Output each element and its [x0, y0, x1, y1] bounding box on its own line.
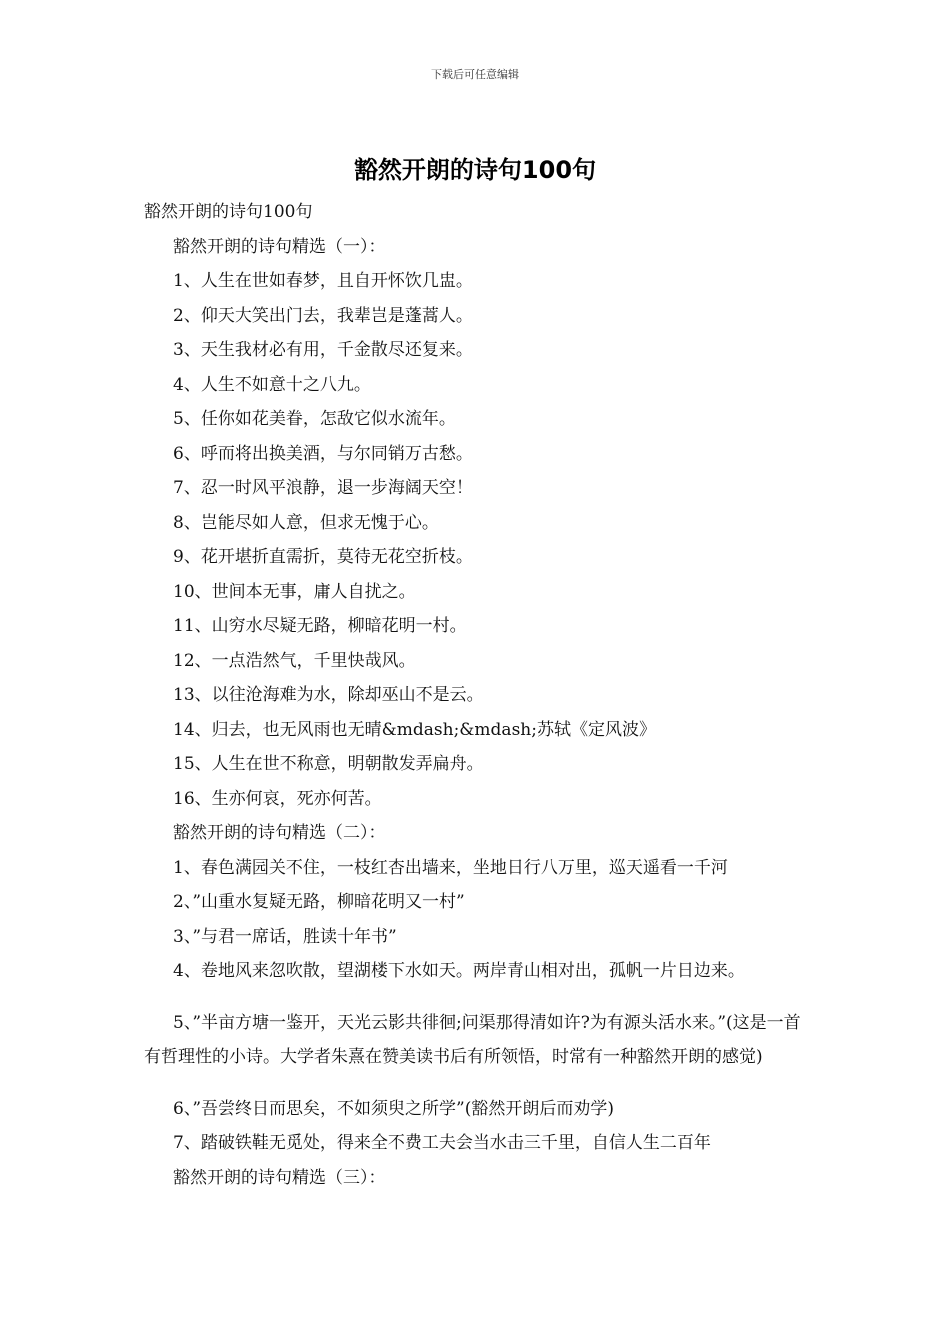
poem-line: 11、山穷水尽疑无路，柳暗花明一村。 [173, 616, 467, 636]
poem-line: 4、人生不如意十之八九。 [173, 374, 371, 395]
poem-line: 13、以往沧海难为水，除却巫山不是云。 [173, 685, 484, 705]
poem-line: 6、”吾尝终日而思矣，不如须臾之所学”(豁然开朗后而劝学) [173, 1098, 614, 1119]
poem-line: 8、岂能尽如人意，但求无愧于心。 [173, 512, 439, 533]
poem-line: 7、踏破铁鞋无觅处，得来全不费工夫会当水击三千里，自信人生二百年 [173, 1133, 711, 1153]
poem-line: 15、人生在世不称意，明朝散发弄扁舟。 [173, 754, 484, 774]
poem-line: 10、世间本无事，庸人自扰之。 [173, 581, 416, 602]
poem-line: 1、人生在世如春梦，且自开怀饮几盅。 [173, 271, 473, 291]
section-heading-2: 豁然开朗的诗句精选（二）： [173, 823, 386, 843]
poem-line: 4、卷地风来忽吹散，望湖楼下水如天。两岸青山相对出，孤帆一片日边来。 [173, 961, 745, 981]
subtitle: 豁然开朗的诗句100句 [144, 202, 313, 222]
section-heading-3: 豁然开朗的诗句精选（三）： [173, 1167, 386, 1188]
poem-line: 1、春色满园关不住，一枝红杏出墙来，坐地日行八万里，巡天遥看一千河 [173, 857, 728, 878]
poem-paragraph: 5、”半亩方塘一鉴开，天光云影共徘徊;问渠那得清如许?为有源头活水来。”(这是一首有哲理性的小诗。大学者朱熹在赞美读书后有所领悟，时常有一种豁然开朗的感觉) [144, 1012, 801, 1067]
poem-line: 9、花开堪折直需折，莫待无花空折枝。 [173, 547, 473, 567]
poem-line: 3、”与君一席话，胜读十年书” [173, 926, 397, 947]
header-note: 下载后可任意编辑 [431, 68, 519, 81]
poem-line: 2、仰天大笑出门去，我辈岂是蓬蒿人。 [173, 305, 473, 326]
poem-line: 14、归去，也无风雨也无晴&mdash;&mdash;苏轼《定风波》 [173, 719, 656, 740]
poem-line: 16、生亦何哀，死亦何苦。 [173, 788, 382, 809]
document-body [144, 195, 810, 1195]
poem-line: 7、忍一时风平浪静，退一步海阔天空！ [173, 478, 473, 498]
section-heading-1: 豁然开朗的诗句精选（一）： [173, 236, 386, 257]
poem-line: 12、一点浩然气，千里快哉风。 [173, 650, 416, 671]
document-title: 豁然开朗的诗句100句 [353, 156, 597, 184]
poem-line: 6、呼而将出换美酒，与尔同销万古愁。 [173, 443, 473, 464]
poem-line: 2、”山重水复疑无路，柳暗花明又一村” [173, 892, 465, 912]
poem-line: 3、天生我材必有用，千金散尽还复来。 [173, 340, 473, 360]
poem-line: 5、任你如花美眷，怎敌它似水流年。 [173, 409, 456, 429]
